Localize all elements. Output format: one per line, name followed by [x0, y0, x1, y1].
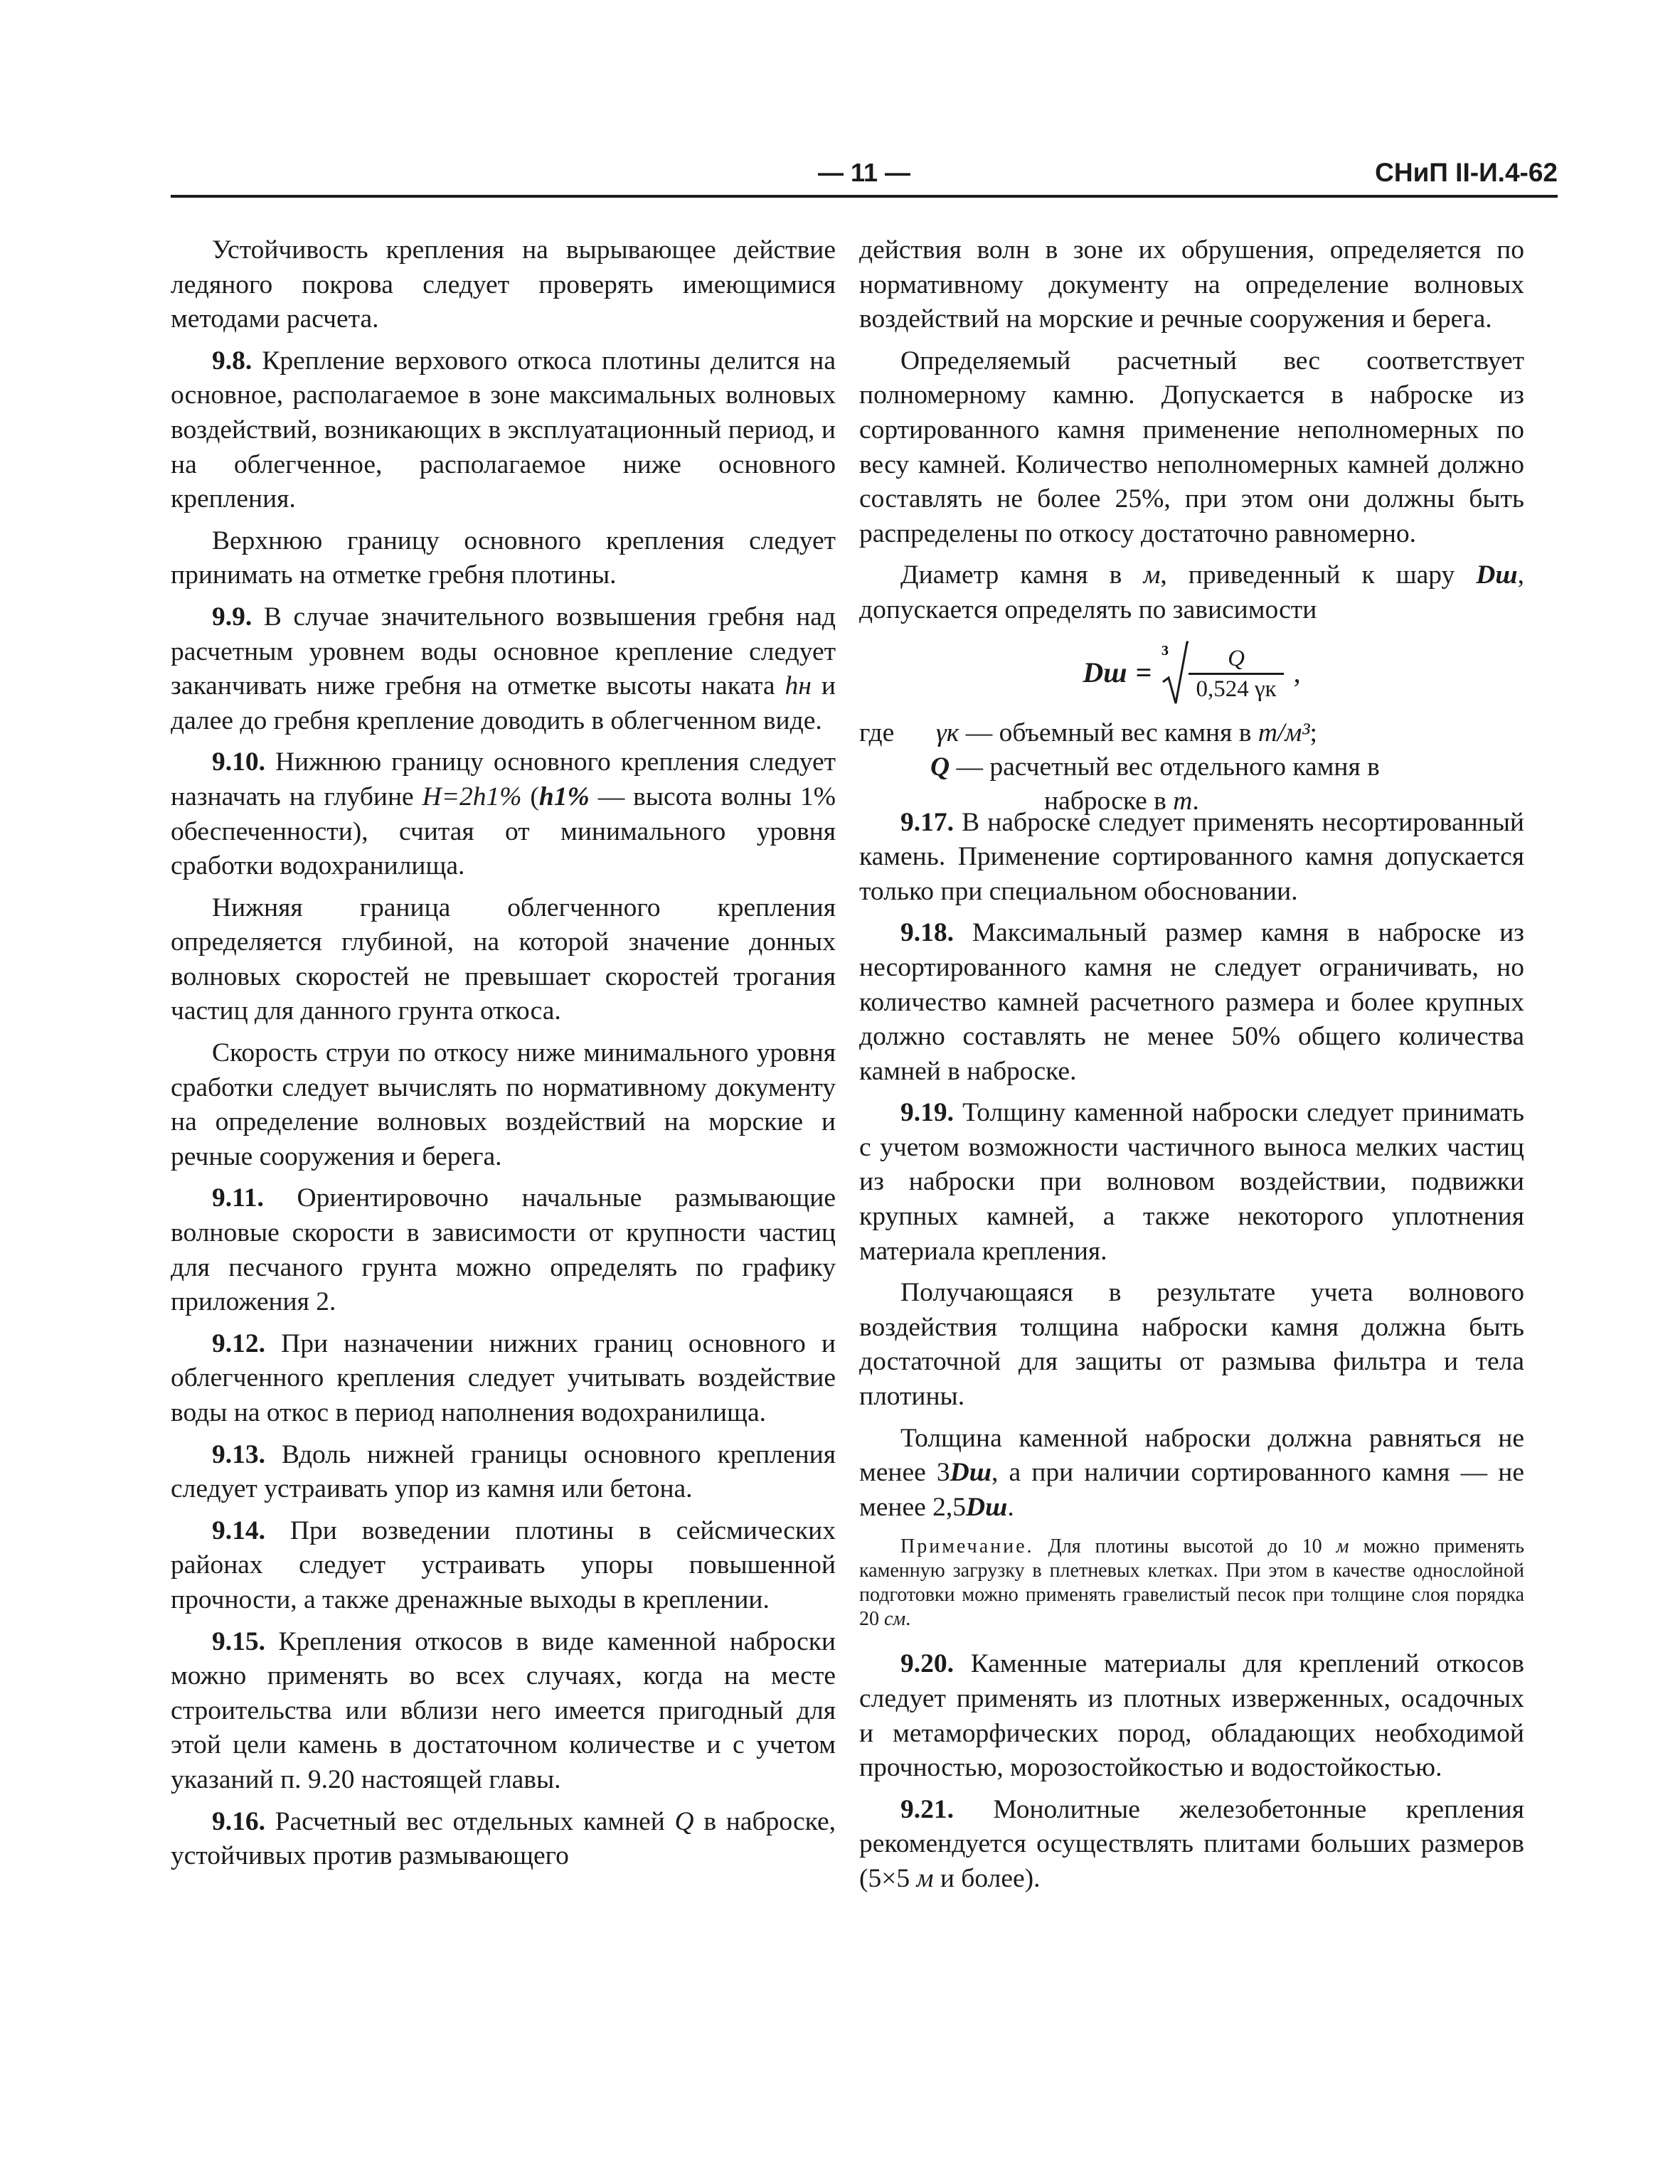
radical-sign-icon	[1160, 639, 1189, 708]
clause-text: При назначении нижних границ основного и облегченного крепления следует учитывать воздействие воды на откос в период наполнения водохранилища.	[171, 1328, 836, 1427]
paragraph-text: , допускается определять по зависимости	[859, 560, 1524, 624]
formula-tail: ,	[1293, 656, 1301, 689]
clause-9-8	[171, 344, 836, 517]
variable: Q	[674, 1806, 694, 1836]
variable: h1%	[538, 782, 590, 811]
variable: γк	[936, 718, 959, 747]
legend-text: .	[1192, 786, 1199, 816]
clause-text: Крепления откосов в виде каменной наброски можно применять во всех случаях, когда на месте строительства или вблизи него имеется пригодный для этой цели камень в достаточном количестве и с учетом указаний п. 9.20 настоящей главы.	[171, 1626, 836, 1794]
paragraph	[171, 233, 836, 337]
clause-number: 9.9.	[212, 602, 252, 632]
unit: т	[1173, 786, 1193, 816]
paragraph-text: , а при наличии сортированного камня — не менее 2,5	[859, 1458, 1524, 1522]
clause-number: 9.8.	[212, 346, 252, 375]
clause-9-18	[859, 916, 1524, 1089]
clause-number: 9.18.	[900, 918, 954, 948]
paragraph-text: Скорость струи по откосу ниже минимального уровня сработки следует вычислять по нормативному документу на определение волновых воздействий на морские и речные сооружения и берега.	[171, 1038, 836, 1171]
denominator: 0,524 γк	[1189, 673, 1283, 703]
clause-text: Максимальный размер камня в наброске из несортированного камня не следует ограничивать, но количество камней расчетного размера и более крупных должно составлять не менее 50% общего количества камней в наброске.	[859, 918, 1524, 1086]
clause-number: 9.10.	[212, 747, 265, 777]
clause-9-16	[171, 1805, 836, 1874]
clause-text: Расчетный вес отдельных камней	[265, 1806, 675, 1836]
clause-9-14	[171, 1514, 836, 1618]
paragraph	[171, 1036, 836, 1174]
paragraph-text: .	[1007, 1492, 1014, 1522]
paragraph-text: , приведенный к шару	[1160, 560, 1477, 590]
paragraph-text: Нижняя граница облегченного крепления определяется глубиной, на которой значение донных волновых скоростей не превышает скоростей трогания частиц для данного грунта откоса.	[171, 893, 836, 1026]
document-code: СНиП II-И.4-62	[1375, 158, 1558, 187]
clause-text: Крепление верхового откоса плотины делится на основное, располагаемое в зоне максимальных волновых воздействий, возникающих в эксплуатационный период, и на облегченное, располагаемое ниже основного крепления.	[171, 346, 836, 514]
clause-text: При возведении плотины в сейсмических районах следует устраивать упоры повышенной прочности, а также дренажные выходы в креплении.	[171, 1516, 836, 1614]
clause-9-13	[171, 1438, 836, 1507]
unit: м	[1143, 560, 1161, 590]
variable: Dш	[965, 1492, 1008, 1522]
clause-9-19	[859, 1096, 1524, 1269]
note-label: Примечание.	[900, 1535, 1034, 1558]
formula-lhs: Dш	[1083, 656, 1127, 689]
clause-text: Монолитные железобетонные крепления рекомендуется осуществлять плитами больших размеров (5×5	[859, 1794, 1524, 1893]
variable: hн	[785, 671, 812, 701]
clause-text: в наброске, устойчивых против размывающего	[171, 1806, 836, 1871]
formula-equals: =	[1135, 656, 1152, 689]
clause-number: 9.15.	[212, 1626, 265, 1656]
clause-text: (	[521, 782, 539, 811]
clause-9-11	[171, 1181, 836, 1319]
clause-number: 9.16.	[212, 1806, 265, 1836]
paragraph-text: Диаметр камня в	[900, 560, 1144, 590]
clause-number: 9.14.	[212, 1516, 265, 1545]
paragraph	[859, 344, 1524, 552]
clause-9-21	[859, 1793, 1524, 1897]
clause-text: и более).	[933, 1863, 1041, 1893]
legend-row	[936, 716, 1317, 751]
clause-text: Вдоль нижней границы основного крепления следует устраивать упор из камня или бетона.	[171, 1439, 836, 1504]
fraction	[1189, 643, 1283, 703]
paragraph-continued	[859, 233, 1524, 337]
legend-text: ;	[1309, 718, 1317, 747]
note	[859, 1535, 1524, 1631]
legend-text: — объемный вес камня в	[959, 718, 1258, 747]
unit: м	[1336, 1535, 1349, 1558]
numerator: Q	[1228, 646, 1245, 672]
paragraph	[859, 558, 1524, 627]
clause-9-17	[859, 806, 1524, 910]
legend-text: — расчетный вес отдельного камня в	[950, 752, 1380, 782]
note-text: .	[905, 1608, 911, 1631]
clause-text: — высота волны 1% обеспеченности), считая от минимального уровня сработки водохранилища.	[171, 782, 836, 881]
clause-9-10	[171, 745, 836, 883]
paragraph	[171, 891, 836, 1029]
clause-text: Толщину каменной наброски следует принимать с учетом возможности частичного выноса мелких частиц из наброски при волновом воздействии, подвижки крупных камней, а также некоторого уплотнения материала крепления.	[859, 1098, 1524, 1266]
paragraph	[171, 524, 836, 593]
clause-text: В случае значительного возвышения гребня над расчетным уровнем воды основное крепление следует заканчивать ниже гребня на отметке высоты наката	[171, 602, 836, 701]
clause-text: В наброске следует применять несортированный камень. Применение сортированного камня допускается только при специальном обосновании.	[859, 807, 1524, 906]
formula-legend	[859, 716, 1524, 816]
root-index: 3	[1161, 642, 1169, 659]
paragraph-text: Получающаяся в результате учета волнового воздействия толщина наброски камня должна быть достаточной для защиты от размыва фильтра и тела плотины.	[859, 1278, 1524, 1412]
note-text: Для плотины высотой до 10	[1033, 1535, 1336, 1558]
paragraph	[859, 1422, 1524, 1525]
header-rule	[171, 195, 1558, 198]
unit: т/м³	[1258, 718, 1310, 747]
variable: Dш	[1476, 560, 1518, 590]
variable: Dш	[950, 1458, 991, 1488]
legend-text: наброске в	[1044, 786, 1174, 816]
clause-number: 9.17.	[900, 807, 954, 837]
clause-9-12	[171, 1327, 836, 1431]
clause-9-20	[859, 1647, 1524, 1785]
legend-row	[1044, 784, 1199, 819]
paragraph-text: Толщина каменной наброски должна равняться не менее 3	[859, 1423, 1524, 1488]
clause-9-15	[171, 1625, 836, 1798]
paragraph	[859, 1276, 1524, 1414]
unit: см	[884, 1608, 906, 1631]
page-header	[171, 158, 1558, 192]
clause-number: 9.19.	[900, 1098, 954, 1128]
legend-row	[930, 750, 1524, 785]
clause-text: Каменные материалы для креплений откосов следует применять из плотных изверженных, осадочных и метаморфических пород, обладающих необходимой прочностью, морозостойкостью и водостойкостью.	[859, 1649, 1524, 1783]
formula-stone-diameter	[859, 635, 1524, 712]
paragraph-text: действия волн в зоне их обрушения, определяется по нормативному документу на определение волновых воздействий на морские и речные сооружения и берега.	[859, 235, 1524, 334]
legend-label: где	[859, 718, 895, 747]
variable: H=2h1%	[422, 782, 522, 811]
page-number: — 11 —	[817, 158, 911, 187]
note-text: можно применять каменную загрузку в плетневых клетках. При этом в качестве однослойной подготовки можно применять гравелистый песок при толщине слоя порядка 20	[859, 1535, 1524, 1631]
paragraph-text: Определяемый расчетный вес соответствует полномерному камню. Допускается в наброске из сортированного камня применение неполномерных по весу камней. Количество неполномерных камней должно составлять не более 25%, при этом они должны быть распределены по откосу достаточно равномерно.	[859, 346, 1524, 548]
clause-number: 9.12.	[212, 1328, 265, 1358]
unit: м	[916, 1863, 934, 1893]
clause-number: 9.21.	[900, 1794, 954, 1824]
clause-number: 9.11.	[212, 1183, 264, 1213]
clause-text: Ориентировочно начальные размывающие волновые скорости в зависимости от крупности частиц для песчаного грунта можно определять по графику приложения 2.	[171, 1183, 836, 1317]
paragraph-text: Устойчивость крепления на вырывающее действие ледяного покрова следует проверять имеющимися методами расчета.	[171, 235, 836, 334]
clause-text: и далее до гребня крепление доводить в облегченном виде.	[171, 671, 836, 735]
clause-number: 9.20.	[900, 1649, 954, 1679]
left-column	[171, 233, 836, 1881]
variable: Q	[930, 752, 950, 782]
right-column	[859, 233, 1524, 1904]
cube-root	[1160, 639, 1283, 708]
clause-text: Нижнюю границу основного крепления следует назначать на глубине	[171, 747, 836, 811]
clause-9-9	[171, 600, 836, 738]
paragraph-text: Верхнюю границу основного крепления следует принимать на отметке гребня плотины.	[171, 526, 836, 590]
clause-number: 9.13.	[212, 1439, 265, 1469]
